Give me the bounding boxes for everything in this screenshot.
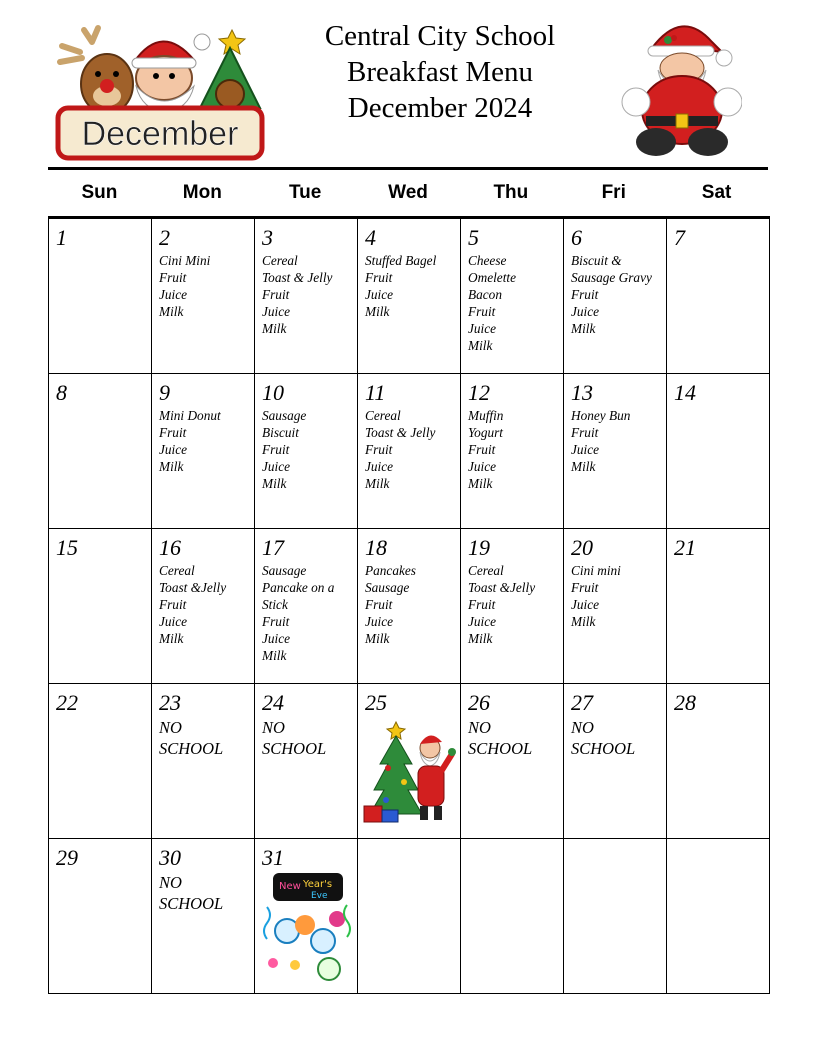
menu-item: Juice [571, 597, 600, 612]
weekday-header [48, 172, 768, 216]
menu-item: Cereal [159, 563, 195, 578]
weekday-mon: Mon [182, 182, 222, 203]
calendar-week [49, 374, 770, 529]
menu-item: Juice [262, 459, 291, 474]
menu-item: Fruit [571, 580, 599, 595]
calendar-day-cell [255, 684, 358, 839]
day-number: 21 [674, 535, 696, 560]
day-number: 28 [674, 690, 696, 715]
calendar-day-cell [49, 839, 152, 994]
menu-item: Milk [262, 648, 287, 663]
menu-item: Cereal [262, 253, 298, 268]
menu-item: Milk [571, 321, 596, 336]
weekday-sat: Sat [701, 182, 732, 203]
menu-items [461, 249, 563, 354]
menu-item: Stick [262, 597, 288, 612]
day-number: 14 [674, 380, 696, 405]
menu-item: Fruit [468, 597, 496, 612]
menu-item: Juice [365, 287, 394, 302]
notice-line: NO [571, 718, 594, 737]
menu-item: Sausage Gravy [571, 270, 652, 285]
day-number: 13 [571, 380, 593, 405]
menu-items [152, 404, 254, 475]
day-number: 3 [262, 225, 273, 250]
menu-item: Toast & Jelly [365, 425, 436, 440]
menu-item: Milk [262, 321, 287, 336]
menu-item: Biscuit & [571, 253, 622, 268]
calendar-day-cell [461, 839, 564, 994]
calendar-day-cell [255, 839, 358, 994]
menu-item: Cheese [468, 253, 507, 268]
day-number: 17 [262, 535, 284, 560]
calendar-day-cell [667, 374, 770, 529]
banner-text: December [81, 115, 239, 153]
calendar-day-cell [152, 218, 255, 374]
nye-word-new: New [279, 881, 301, 892]
calendar-day-cell [358, 218, 461, 374]
weekday-thu: Thu [493, 182, 529, 203]
calendar-day-cell [564, 374, 667, 529]
nye-word-eve: Eve [311, 891, 328, 901]
calendar-grid [48, 216, 770, 994]
menu-item: Yogurt [468, 425, 503, 440]
notice-line: SCHOOL [468, 739, 533, 758]
menu-item: Juice [468, 321, 497, 336]
menu-item: Fruit [159, 597, 187, 612]
day-number: 29 [56, 845, 78, 870]
menu-item: Fruit [468, 304, 496, 319]
calendar-day-cell [49, 529, 152, 684]
notice-line: NO [262, 718, 285, 737]
menu-item: Honey Bun [571, 408, 631, 423]
weekday-sun: Sun [81, 182, 118, 203]
menu-item: Juice [159, 614, 188, 629]
menu-item: Milk [468, 338, 493, 353]
menu-item: Sausage [365, 580, 410, 595]
new-years-eve-image [259, 867, 353, 985]
menu-items [564, 404, 666, 475]
menu-item: Cereal [468, 563, 504, 578]
menu-item: Milk [468, 631, 493, 646]
day-number: 26 [468, 690, 490, 715]
day-number: 18 [365, 535, 387, 560]
calendar-week [49, 529, 770, 684]
calendar-day-cell [49, 374, 152, 529]
menu-item: Sausage [262, 408, 307, 423]
menu-item: Milk [159, 304, 184, 319]
day-number: 27 [571, 690, 593, 715]
menu-item: Fruit [159, 425, 187, 440]
menu-item: Milk [571, 614, 596, 629]
calendar-day-cell [358, 529, 461, 684]
no-school-notice [255, 714, 357, 759]
no-school-notice [152, 869, 254, 914]
menu-items [564, 249, 666, 337]
menu-item: Toast & Jelly [262, 270, 333, 285]
menu-items [255, 249, 357, 337]
menu-items [255, 559, 357, 664]
calendar-day-cell [667, 529, 770, 684]
menu-item: Juice [262, 304, 291, 319]
notice-line: NO [159, 873, 182, 892]
calendar-day-cell [152, 684, 255, 839]
calendar-day-cell [255, 529, 358, 684]
calendar-day-cell [152, 374, 255, 529]
menu-item: Cini mini [571, 563, 621, 578]
menu-item: Sausage [262, 563, 307, 578]
menu-item: Milk [365, 304, 390, 319]
weekday-tue: Tue [288, 182, 322, 203]
menu-item: Juice [365, 614, 394, 629]
day-number: 2 [159, 225, 170, 250]
menu-item: Milk [159, 459, 184, 474]
menu-items [461, 559, 563, 647]
notice-line: SCHOOL [571, 739, 636, 758]
no-school-notice [152, 714, 254, 759]
menu-items [358, 404, 460, 492]
santa-image [612, 18, 742, 160]
menu-item: Fruit [468, 442, 496, 457]
menu-item: Juice [571, 442, 600, 457]
calendar-day-cell [461, 218, 564, 374]
calendar-day-cell [564, 684, 667, 839]
day-number: 6 [571, 225, 582, 250]
day-number: 4 [365, 225, 376, 250]
notice-line: SCHOOL [262, 739, 327, 758]
menu-items [461, 404, 563, 492]
menu-item: Juice [262, 631, 291, 646]
menu-item: Cini Mini [159, 253, 211, 268]
calendar-day-cell [667, 684, 770, 839]
menu-item: Fruit [365, 270, 393, 285]
no-school-notice [564, 714, 666, 759]
menu-item: Juice [159, 287, 188, 302]
calendar-week [49, 684, 770, 839]
menu-items [152, 559, 254, 647]
weekday-wed: Wed [388, 182, 428, 203]
menu-item: Fruit [262, 442, 290, 457]
menu-item: Juice [468, 614, 497, 629]
menu-item: Biscuit [262, 425, 299, 440]
day-number: 10 [262, 380, 284, 405]
calendar-day-cell [358, 684, 461, 839]
day-number: 9 [159, 380, 170, 405]
menu-item: Mini Donut [159, 408, 221, 423]
menu-item: Bacon [468, 287, 502, 302]
christmas-tree-santa-image [362, 718, 456, 826]
calendar-day-cell [667, 839, 770, 994]
day-number: 30 [159, 845, 181, 870]
weekday-fri: Fri [601, 182, 626, 203]
calendar-week [49, 218, 770, 374]
menu-item: Milk [365, 476, 390, 491]
menu-items [358, 249, 460, 320]
menu-item: Fruit [159, 270, 187, 285]
day-number: 16 [159, 535, 181, 560]
calendar-day-cell [667, 218, 770, 374]
menu-item: Fruit [365, 442, 393, 457]
notice-line: NO [468, 718, 491, 737]
menu-item: Omelette [468, 270, 516, 285]
menu-item: Milk [365, 631, 390, 646]
menu-item: Pancake on a [262, 580, 335, 595]
day-number: 7 [674, 225, 685, 250]
calendar-day-cell [358, 374, 461, 529]
title-month: December 2024 [347, 92, 533, 124]
menu-items [358, 559, 460, 647]
no-school-notice [461, 714, 563, 759]
menu-item: Milk [159, 631, 184, 646]
menu-item: Fruit [262, 287, 290, 302]
menu-item: Fruit [571, 425, 599, 440]
menu-title [260, 18, 620, 126]
day-number: 15 [56, 535, 78, 560]
calendar-day-cell [49, 218, 152, 374]
calendar-day-cell [461, 529, 564, 684]
notice-line: SCHOOL [159, 894, 224, 913]
menu-item: Milk [262, 476, 287, 491]
header-divider [48, 167, 768, 170]
menu-item: Juice [159, 442, 188, 457]
calendar-day-cell [152, 839, 255, 994]
calendar-day-cell [152, 529, 255, 684]
title-menu: Breakfast Menu [346, 56, 534, 88]
day-number: 25 [365, 690, 387, 715]
menu-items [255, 404, 357, 492]
calendar-day-cell [49, 684, 152, 839]
menu-item: Pancakes [365, 563, 416, 578]
calendar-day-cell [358, 839, 461, 994]
day-number: 5 [468, 225, 479, 250]
menu-item: Fruit [571, 287, 599, 302]
calendar-day-cell [564, 839, 667, 994]
calendar-day-cell [564, 218, 667, 374]
calendar-day-cell [461, 374, 564, 529]
day-number: 19 [468, 535, 490, 560]
day-number: 11 [365, 380, 386, 405]
nye-word-years: Year's [303, 879, 333, 890]
calendar-day-cell [461, 684, 564, 839]
menu-item: Toast &Jelly [159, 580, 227, 595]
menu-item: Juice [468, 459, 497, 474]
menu-item: Milk [468, 476, 493, 491]
menu-item: Stuffed Bagel [365, 253, 437, 268]
menu-items [152, 249, 254, 320]
menu-item: Milk [571, 459, 596, 474]
title-school: Central City School [324, 20, 556, 52]
menu-item: Fruit [365, 597, 393, 612]
day-number: 20 [571, 535, 593, 560]
day-number: 31 [262, 845, 284, 870]
menu-item: Juice [571, 304, 600, 319]
menu-item: Juice [365, 459, 394, 474]
december-banner-image [52, 22, 267, 162]
calendar-day-cell [564, 529, 667, 684]
calendar-week [49, 839, 770, 994]
calendar-day-cell [255, 374, 358, 529]
notice-line: SCHOOL [159, 739, 224, 758]
day-number: 24 [262, 690, 284, 715]
menu-item: Fruit [262, 614, 290, 629]
menu-items [564, 559, 666, 630]
calendar-day-cell [255, 218, 358, 374]
day-number: 1 [56, 225, 67, 250]
day-number: 12 [468, 380, 490, 405]
day-number: 22 [56, 690, 78, 715]
day-number: 8 [56, 380, 67, 405]
menu-item: Toast &Jelly [468, 580, 536, 595]
notice-line: NO [159, 718, 182, 737]
day-number: 23 [159, 690, 181, 715]
menu-item: Cereal [365, 408, 401, 423]
menu-item: Muffin [468, 408, 504, 423]
